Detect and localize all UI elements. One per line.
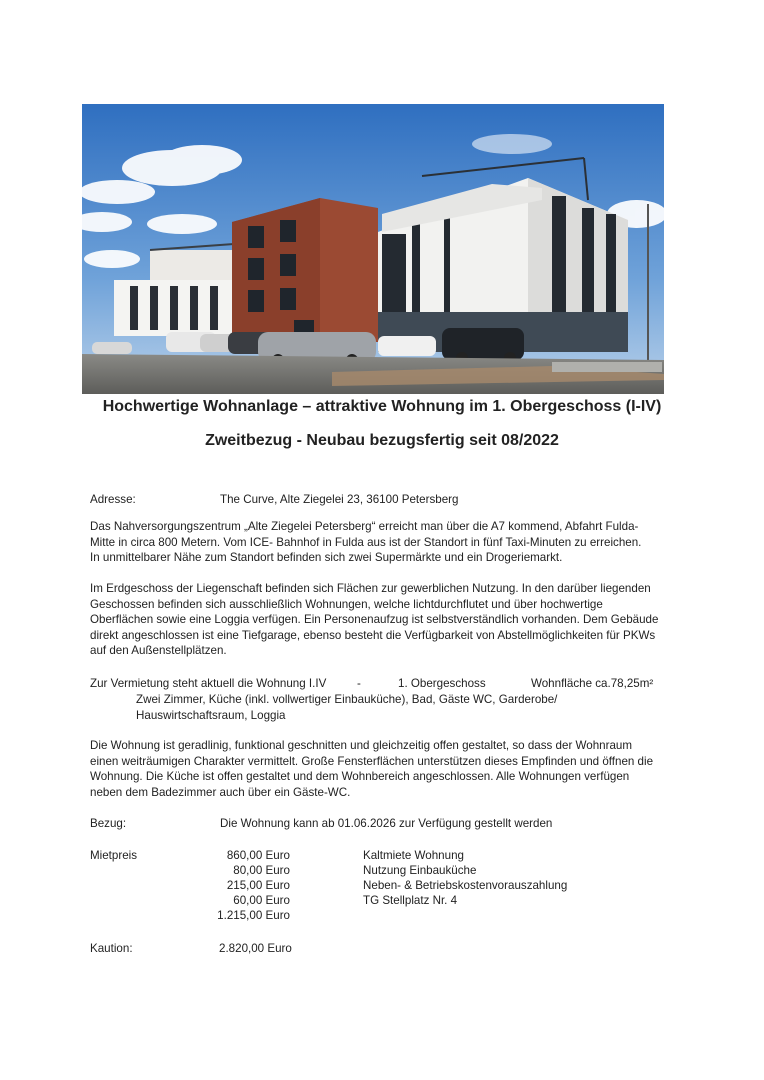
rental-intro: Zur Vermietung steht aktuell die Wohnung I.IV bbox=[90, 677, 327, 690]
rental-area: Wohnfläche ca.78,25m² bbox=[531, 677, 654, 690]
price-amount: 60,00 Euro bbox=[233, 894, 290, 907]
kaution-value: 2.820,00 Euro bbox=[219, 942, 292, 955]
paragraph-line: Die Wohnung ist geradlinig, funktional geschnitten und gleichzeitig offen gestaltet, so dass der Wohnraum bbox=[90, 739, 633, 752]
building-paragraph bbox=[90, 581, 675, 659]
price-description: Nutzung Einbauküche bbox=[363, 864, 477, 877]
price-description: Kaltmiete Wohnung bbox=[363, 849, 464, 862]
rental-rooms-line: Hauswirtschaftsraum, Loggia bbox=[136, 709, 286, 722]
paragraph-line: Wohnung. Die Küche ist offen gestaltet und dem Wohnbereich angeschlossen. Alle Wohnungen verfügen bbox=[90, 770, 630, 783]
paragraph-line: auf den Außenstellplätzen. bbox=[90, 644, 227, 657]
price-amount: 80,00 Euro bbox=[233, 864, 290, 877]
kaution-label: Kaution: bbox=[90, 942, 133, 955]
address-value: The Curve, Alte Ziegelei 23, 36100 Petersberg bbox=[220, 493, 459, 506]
paragraph-line: Oberflächen sowie eine Loggia verfügen. Ein Personenaufzug ist selbstverständlich vorhanden. Dem Gebäude bbox=[90, 613, 659, 626]
paragraph-line: neben dem Badezimmer auch über ein Gäste-WC. bbox=[90, 785, 351, 799]
bezug-label: Bezug: bbox=[90, 817, 127, 830]
bezug-value: Die Wohnung kann ab 01.06.2026 zur Verfügung gestellt werden bbox=[220, 817, 553, 830]
paragraph-line: Mitte in circa 800 Metern. Vom ICE- Bahnhof in Fulda aus ist der Standort in fünf Taxi-Minuten zu erreichen. bbox=[90, 535, 642, 549]
price-amount: 860,00 Euro bbox=[226, 849, 290, 862]
address-label: Adresse: bbox=[90, 493, 136, 506]
rental-rooms-line: Zwei Zimmer, Küche (inkl. vollwertiger Einbauküche), Bad, Gäste WC, Garderobe/ bbox=[136, 693, 558, 706]
paragraph-line: Das Nahversorgungszentrum „Alte Ziegelei Petersberg“ erreicht man über die A7 kommend, Abfahrt Fulda- bbox=[90, 520, 639, 533]
paragraph-line: Im Erdgeschoss der Liegenschaft befinden sich Flächen zur gewerblichen Nutzung. In den darüber liegenden bbox=[90, 582, 651, 595]
paragraph-line: In unmittelbarer Nähe zum Standort befinden sich zwei Supermärkte und ein Drogeriemarkt. bbox=[90, 551, 563, 564]
price-description: TG Stellplatz Nr. 4 bbox=[363, 894, 458, 907]
page-title: Hochwertige Wohnanlage – attraktive Wohnung im 1. Obergeschoss (I-IV) bbox=[102, 398, 662, 415]
location-paragraph bbox=[90, 519, 675, 566]
price-amount: 215,00 Euro bbox=[226, 879, 290, 892]
mietpreis-label: Mietpreis bbox=[90, 849, 138, 862]
apartment-paragraph bbox=[90, 738, 675, 800]
price-description: Neben- & Betriebskostenvorauszahlung bbox=[363, 879, 568, 892]
building-photo bbox=[82, 104, 664, 394]
paragraph-line: einen weiträumigen Charakter vermittelt. Große Fensterflächen unterstützen dieses Empfinden und öffnen die bbox=[90, 754, 654, 768]
rental-dash: - bbox=[357, 677, 361, 690]
paragraph-line: direkt angeschlossen ist eine Tiefgarage, ebenso besteht die Verfügbarkeit von Abstellmöglichkeiten für PKWs bbox=[90, 628, 656, 642]
price-total: 1.215,00 Euro bbox=[217, 909, 290, 922]
rental-floor: 1. Obergeschoss bbox=[398, 677, 486, 690]
page-subtitle: Zweitbezug - Neubau bezugsfertig seit 08/2022 bbox=[205, 432, 559, 449]
paragraph-line: Geschossen befinden sich ausschließlich Wohnungen, welche lichtdurchflutet und über hochwertige bbox=[90, 597, 603, 611]
